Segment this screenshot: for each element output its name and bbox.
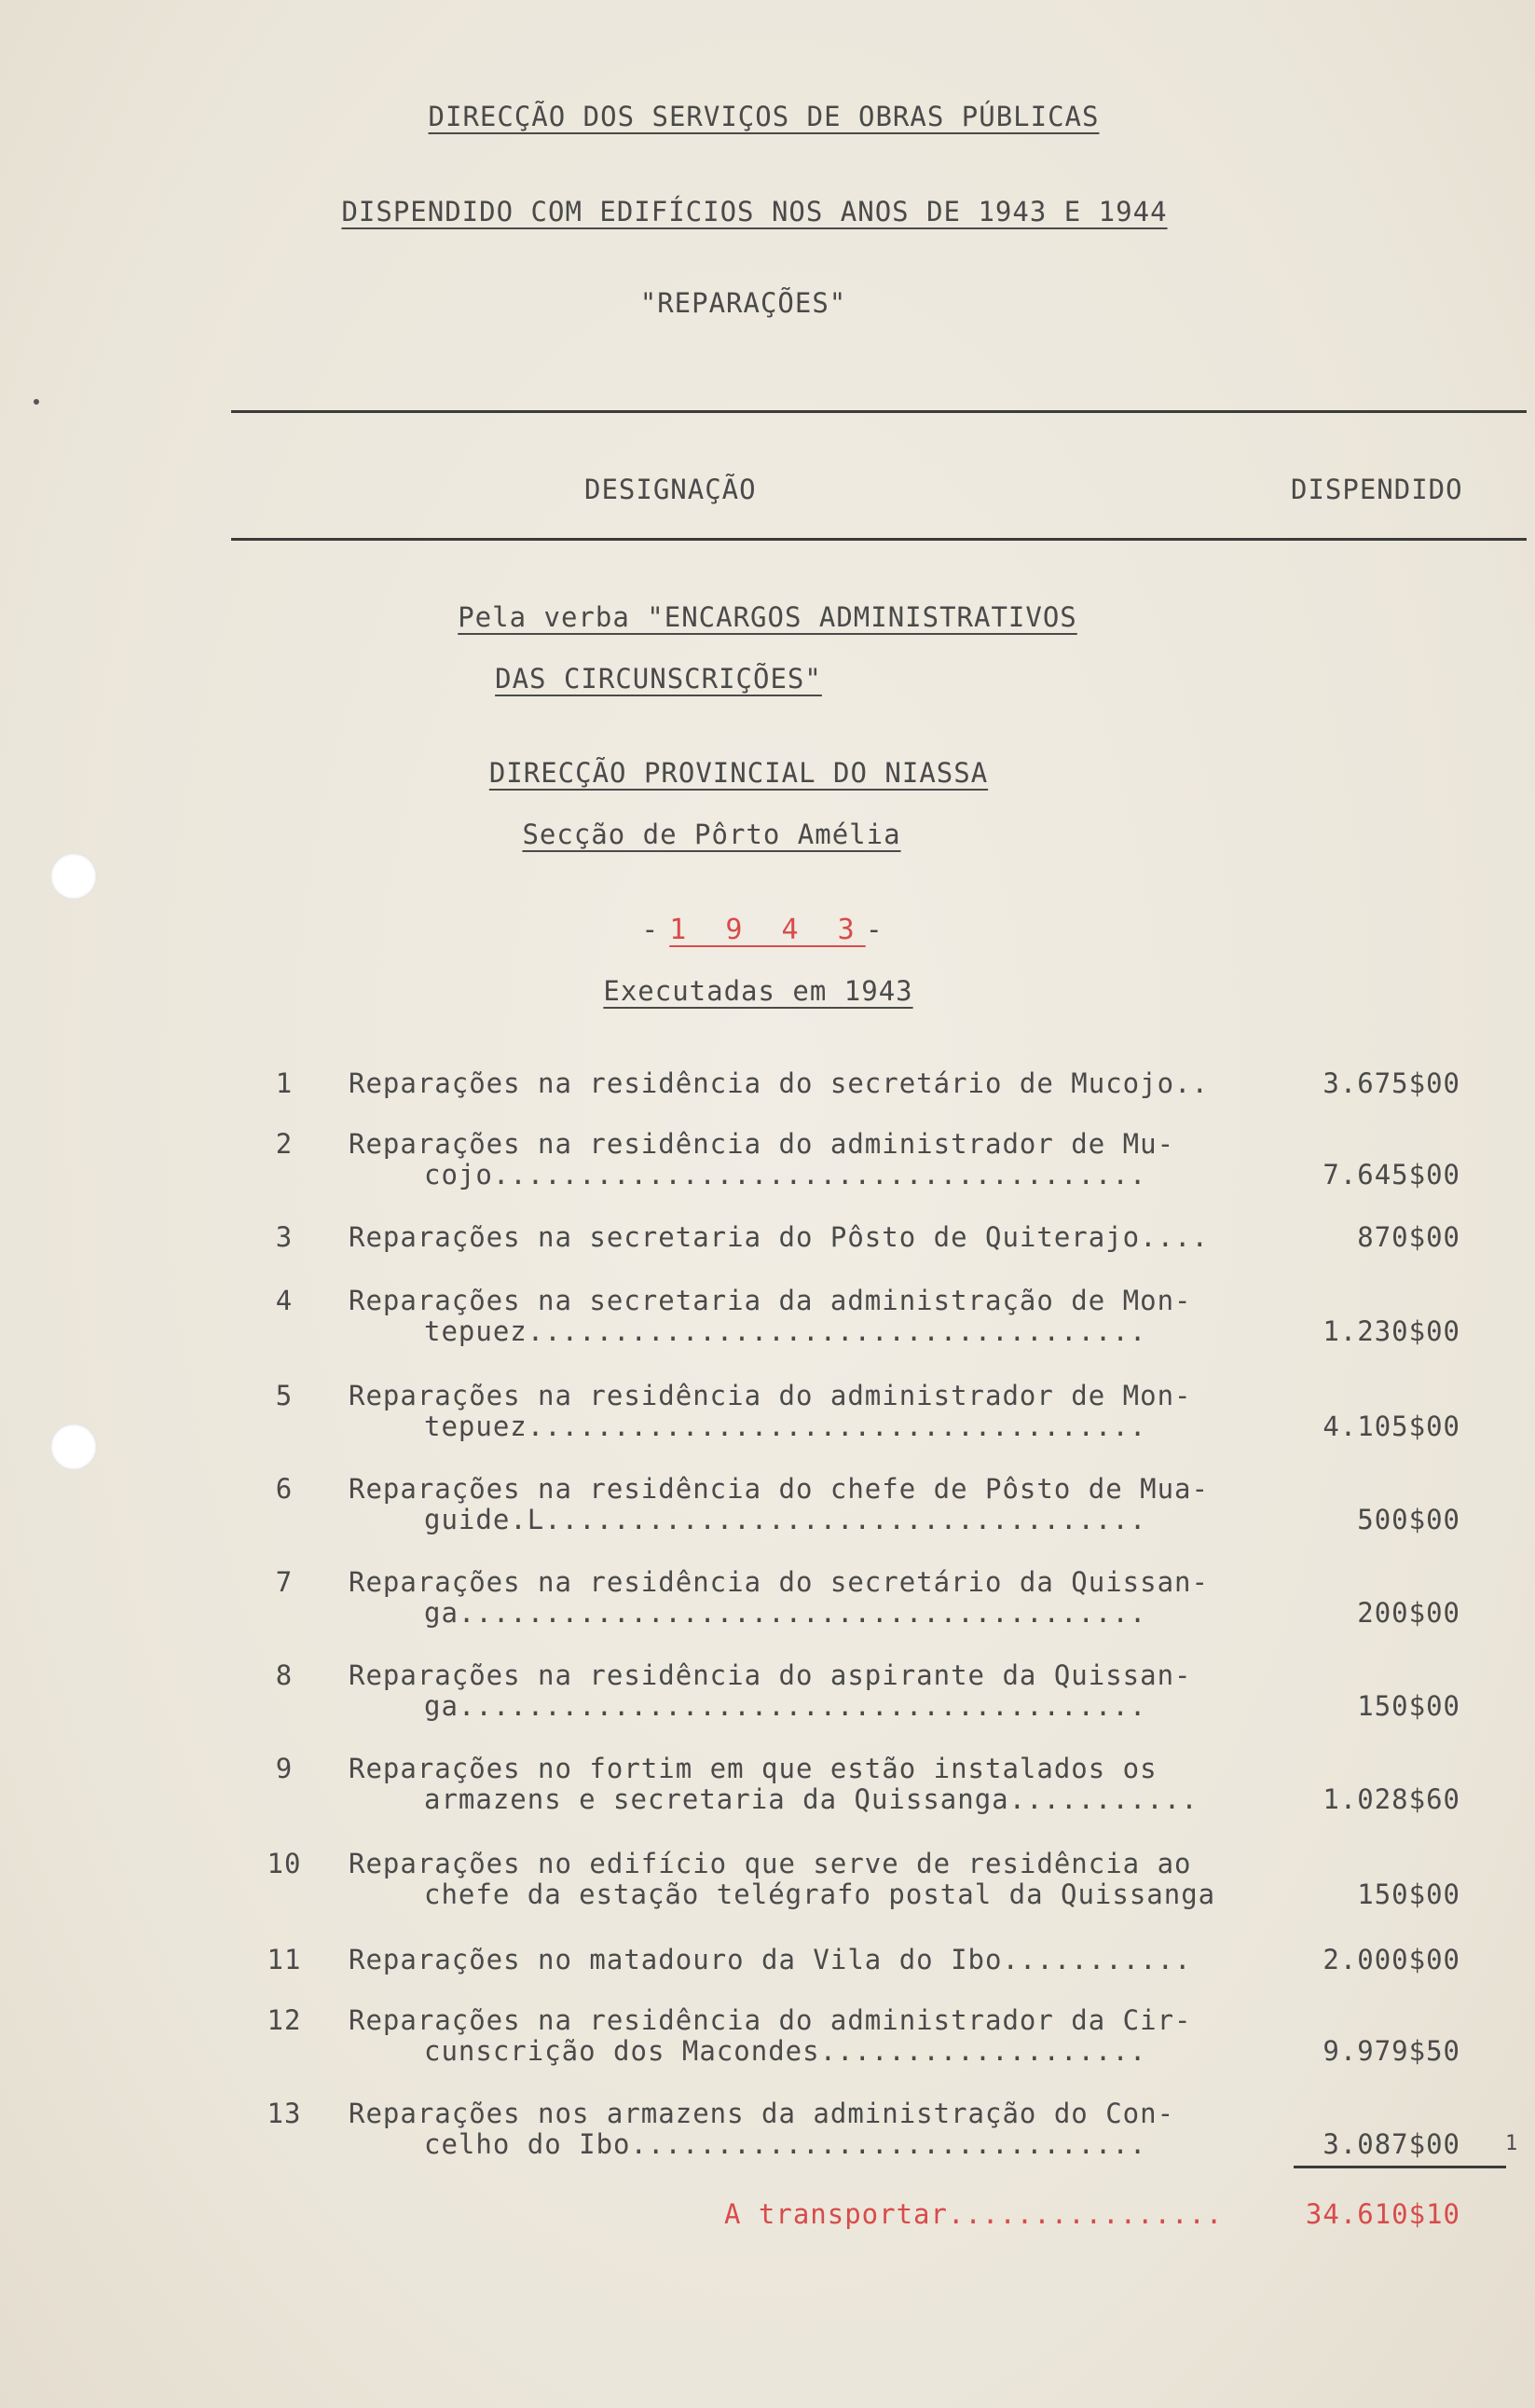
- year-dash-right: -: [865, 914, 894, 946]
- item-description-continued: chefe da estação telégrafo postal da Quissanga: [424, 1878, 1216, 1910]
- item-description: Reparações na residência do chefe de Pôsto de Mua-: [349, 1473, 1209, 1505]
- item-number: 5: [275, 1380, 294, 1411]
- item-description-continued: tepuez....................................: [424, 1315, 1147, 1347]
- executed-heading: Executadas em 1943: [603, 975, 913, 1007]
- verba-line-2: DAS CIRCUNSCRIÇÕES": [495, 663, 822, 695]
- item-number: 12: [267, 2004, 302, 2036]
- column-header-designation: DESIGNAÇÃO: [584, 474, 757, 505]
- year-dash-left: -: [641, 914, 670, 946]
- year-heading: [0, 914, 1535, 946]
- verba-line-1: Pela verba "ENCARGOS ADMINISTRATIVOS: [458, 601, 1077, 633]
- item-number: 8: [275, 1659, 294, 1691]
- item-description-continued: celho do Ibo..............................: [424, 2128, 1147, 2160]
- item-description: Reparações no matadouro da Vila do Ibo...........: [349, 1944, 1192, 1975]
- header-bottom-rule: [231, 538, 1527, 541]
- item-description-continued: guide.L...................................: [424, 1504, 1147, 1535]
- item-number: 6: [275, 1473, 294, 1505]
- document-title: DIRECÇÃO DOS SERVIÇOS DE OBRAS PÚBLICAS: [428, 101, 1100, 132]
- header-top-rule: [231, 410, 1527, 413]
- seccao-title: Secção de Pôrto Amélia: [522, 819, 901, 850]
- item-description: Reparações na secretaria do Pôsto de Quiterajo....: [349, 1221, 1209, 1253]
- item-description: Reparações na residência do administrador da Cir-: [349, 2004, 1192, 2036]
- item-number: 7: [275, 1566, 294, 1598]
- ink-dot: [34, 399, 39, 405]
- item-amount: 1.230$00: [1323, 1315, 1460, 1347]
- item-amount: 150$00: [1357, 1690, 1460, 1722]
- item-amount: 150$00: [1357, 1878, 1460, 1910]
- item-description: Reparações na residência do aspirante da Quissan-: [349, 1659, 1192, 1691]
- item-amount: 7.645$00: [1323, 1159, 1460, 1190]
- item-description-continued: armazens e secretaria da Quissanga...........: [424, 1783, 1199, 1815]
- item-description: Reparações na residência do secretário da Quissan-: [349, 1566, 1209, 1598]
- section-title: "REPARAÇÕES": [639, 287, 847, 319]
- document-subtitle: DISPENDIDO COM EDIFÍCIOS NOS ANOS DE 1943 E 1944: [341, 196, 1168, 227]
- item-description: Reparações na residência do secretário de Mucojo..: [349, 1067, 1209, 1099]
- item-amount: 200$00: [1357, 1597, 1460, 1629]
- item-description-continued: ga........................................: [424, 1597, 1147, 1629]
- year-value: 1 9 4 3: [669, 914, 866, 946]
- item-description: Reparações no edifício que serve de residência ao: [349, 1848, 1192, 1879]
- item-description-continued: tepuez....................................: [424, 1410, 1147, 1442]
- direction-title: DIRECÇÃO PROVINCIAL DO NIASSA: [488, 757, 989, 789]
- item-number: 4: [275, 1285, 294, 1316]
- item-number: 2: [275, 1128, 294, 1160]
- item-number: 3: [275, 1221, 294, 1253]
- item-description: Reparações na residência do administrador de Mu-: [349, 1128, 1175, 1160]
- subtotal-rule: [1294, 2166, 1506, 2168]
- item-amount: 2.000$00: [1323, 1944, 1460, 1975]
- item-description-continued: ga........................................: [424, 1690, 1147, 1722]
- item-description: Reparações nos armazens da administração do Con-: [349, 2098, 1175, 2129]
- column-header-spent: DISPENDIDO: [1291, 474, 1463, 505]
- punch-hole-top: [50, 853, 97, 900]
- item-description: Reparações na residência do administrador de Mon-: [349, 1380, 1192, 1411]
- item-description-continued: cunscrição dos Macondes...................: [424, 2035, 1147, 2067]
- margin-mark: 1: [1505, 2132, 1518, 2155]
- item-number: 9: [275, 1753, 294, 1784]
- item-amount: 3.675$00: [1323, 1067, 1460, 1099]
- item-amount: 9.979$50: [1323, 2035, 1460, 2067]
- item-number: 13: [267, 2098, 302, 2129]
- transport-amount: 34.610$10: [1305, 2198, 1460, 2230]
- item-number: 11: [267, 1944, 302, 1975]
- item-amount: 1.028$60: [1323, 1783, 1460, 1815]
- punch-hole-bottom: [50, 1424, 97, 1470]
- item-amount: 870$00: [1357, 1221, 1460, 1253]
- item-description-continued: cojo......................................: [424, 1159, 1147, 1190]
- item-description: Reparações na secretaria da administração de Mon-: [349, 1285, 1192, 1316]
- item-amount: 500$00: [1357, 1504, 1460, 1535]
- item-amount: 4.105$00: [1323, 1410, 1460, 1442]
- item-number: 1: [275, 1067, 294, 1099]
- transport-label: A transportar................: [724, 2198, 1224, 2230]
- item-description: Reparações no fortim em que estão instalados os: [349, 1753, 1158, 1784]
- item-number: 10: [267, 1848, 302, 1879]
- item-amount: 3.087$00: [1323, 2128, 1460, 2160]
